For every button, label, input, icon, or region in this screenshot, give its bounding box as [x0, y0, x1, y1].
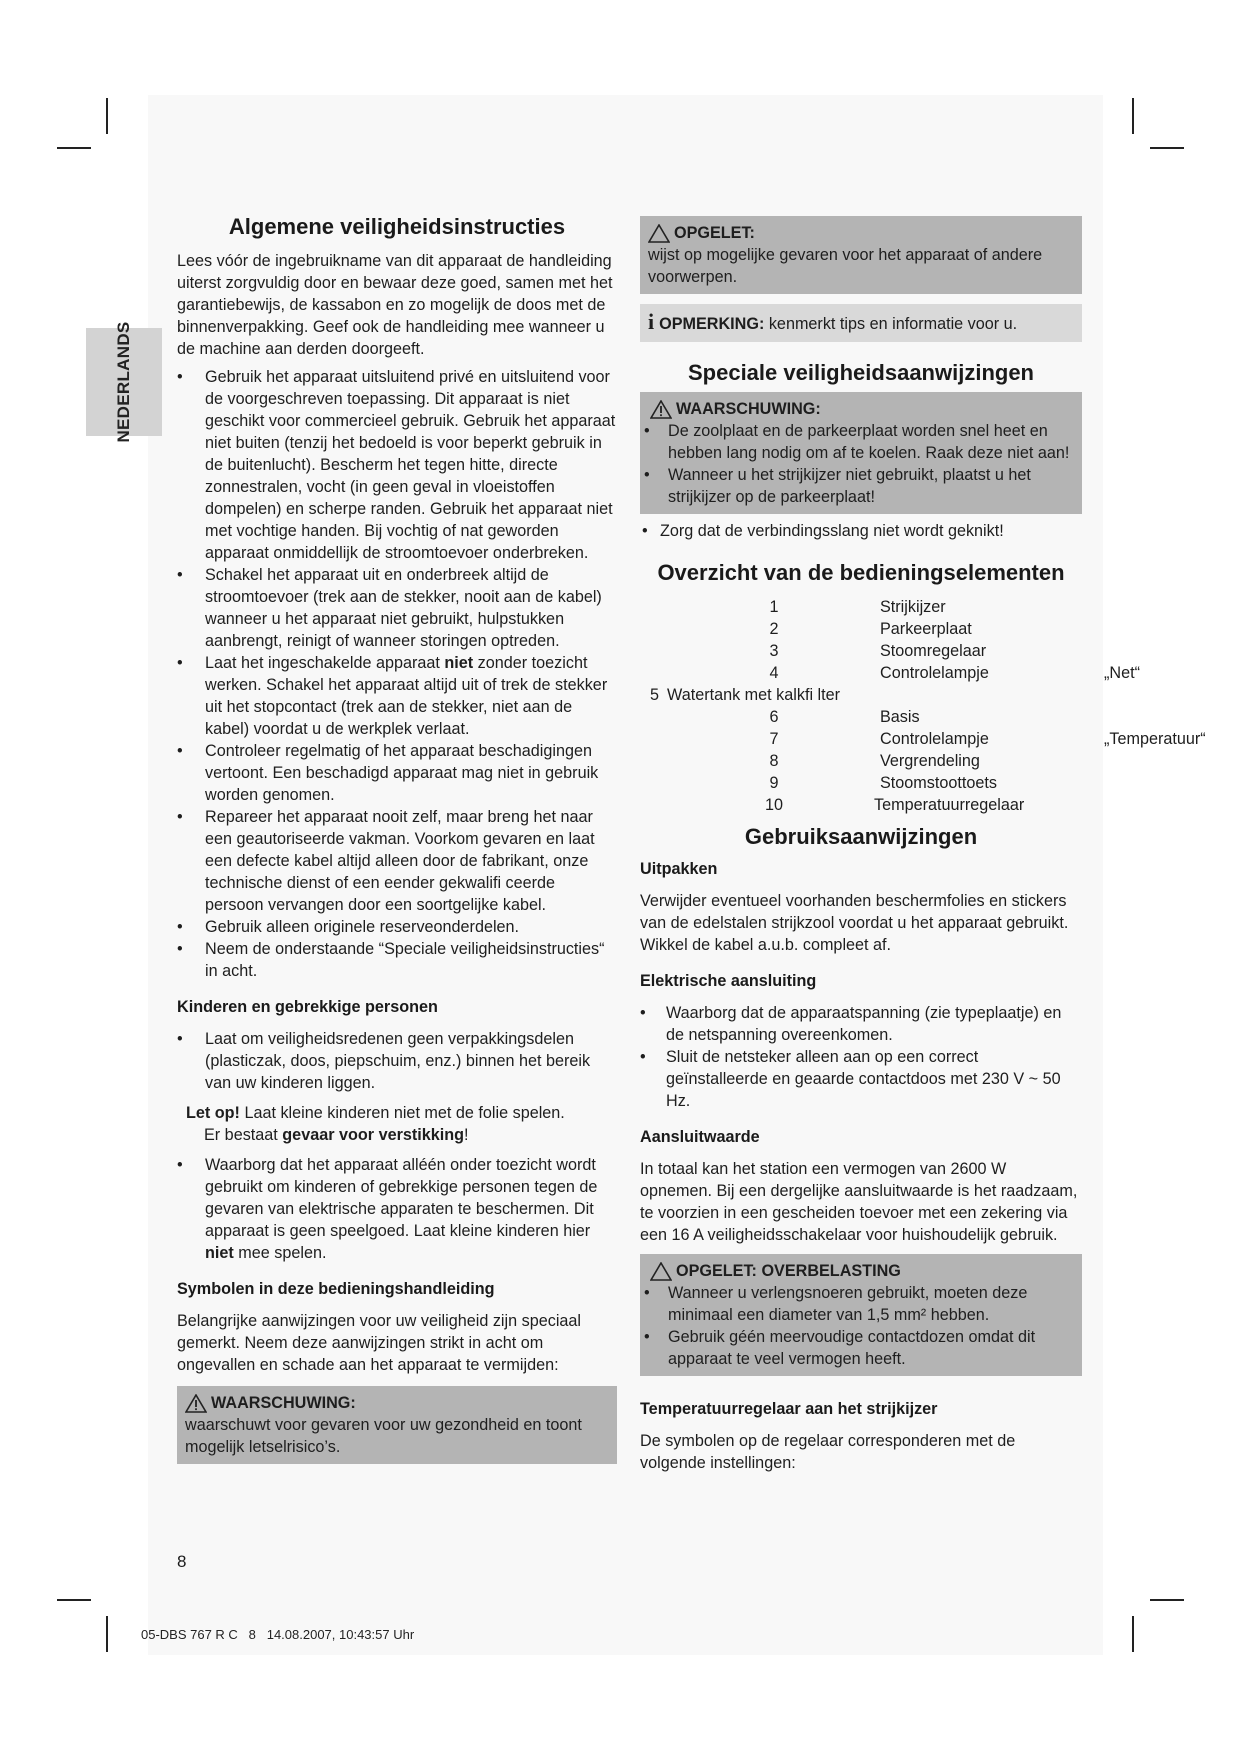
list-item: • Repareer het apparaat nooit zelf, maar breng het naar een geautoriseerde vakman. Voorkom gevaren en laat een defecte kabel altijd alleen door de fabrikant, onze technische dienst of een eender gekwalifi ceerde persoon vervangen door een soortgelijke kabel. [177, 808, 595, 914]
subheading-connection: Aansluitwaarde [640, 1128, 760, 1146]
list-item: • Waarborg dat de apparaatspanning (zie typeplaatje) en de netspanning overeenkomen. [640, 1004, 1062, 1044]
letop-line: Let op! Laat kleine kinderen niet met de folie spelen. [186, 1104, 565, 1122]
crop-mark [1150, 147, 1184, 149]
overview-number: 4 [769, 664, 779, 682]
intro-paragraph: Lees vóór de ingebruikname van dit apparaat de handleiding uiterst zorgvuldig door en bewaar deze goed, samen met het garantiebewijs, de kassabon en zo mogelijk de doos met de binnenverpakking. Geef ook de handleiding mee wanneer u de machine aan derden doorgeeft. [177, 252, 613, 358]
subheading-electric: Elektrische aansluiting [640, 972, 817, 990]
overview-extra: „Temperatuur“ [1104, 730, 1206, 748]
list-item: • Wanneer u het strijkijzer niet gebruikt, plaatst u het strijkijzer op de parkeerplaat! [644, 466, 1031, 506]
crop-mark [106, 98, 108, 134]
list-item: • Gebruik het apparaat uitsluitend privé en uitsluitend voor de voorgeschreven toepassing. Dit apparaat is niet geschikt voor commercieel gebruik. Gebruik het apparaat niet buiten (tenzij het bedoeld is voor beperkt gebruik in de buitenlucht). Bescherm het tegen hitte, directe zonnestralen, vocht (in geen geval in vloeistoffen dompelen) en scherpe randen. Gebruik het apparaat niet met vochtige handen. Bij vochtig of nat geworden apparaat onmiddellijk de stroomtoevoer onderbreken. [177, 368, 616, 562]
note-text: kenmerkt tips en informatie voor u. [764, 315, 1018, 333]
list-item: • Zorg dat de verbindingsslang niet wordt geknikt! [642, 522, 1004, 540]
caution-title: OPGELET: [674, 224, 755, 242]
section-heading-usage: Gebruiksaanwijzingen [744, 824, 978, 849]
overview-number: 1 [769, 598, 779, 616]
language-tab [86, 321, 162, 443]
warning-triangle-icon [650, 400, 672, 419]
overview-number: 9 [769, 774, 779, 792]
section-heading-overview: Overzicht van de bedieningselementen [657, 560, 1065, 585]
overview-label: Stoomstoottoets [880, 774, 997, 792]
note-title: OPMERKING: [659, 315, 765, 333]
connection-paragraph: In totaal kan het station een vermogen van 2600 W opnemen. Bij een dergelijke aansluitwaarde is het raadzaam, te voorzien in een gescheiden toevoer met een zekering via een 16 A veiligheidsschakelaar voor huishoudelijk gebruik. [640, 1160, 1078, 1244]
symbols-paragraph: Belangrijke aanwijzingen voor uw veiligheid zijn speciaal gemerkt. Neem deze aanwijzingen strikt in acht om ongevallen en schade aan het apparaat te vermijden: [177, 1312, 582, 1374]
list-item: • Laat om veiligheidsredenen geen verpakkingsdelen (plasticzak, doos, piepschuim, enz.) binnen het bereik van uw kinderen liggen. [177, 1030, 591, 1092]
overview-label: Strijkijzer [880, 598, 946, 616]
warning-text: waarschuwt voor gevaren voor uw gezondheid en toont mogelijk letselrisico’s. [185, 1416, 582, 1456]
overview-number: 10 [764, 796, 783, 814]
page-number: 8 [177, 1552, 187, 1571]
list-item: • Waarborg dat het apparaat alléén onder toezicht wordt gebruikt om kinderen of gebrekkige personen tegen de gevaren van elektrische apparaten te beschermen. Dit apparaat is geen speelgoed. Laat kleine kinderen hier niet mee spelen. [177, 1156, 598, 1262]
subheading-unpack: Uitpakken [640, 860, 718, 878]
caution-text: wijst op mogelijke gevaren voor het apparaat of andere voorwerpen. [648, 246, 1043, 286]
list-item: • Controleer regelmatig of het apparaat beschadigingen vertoont. Een beschadigd apparaat mag niet in gebruik worden genomen. [177, 742, 599, 804]
special-warning-box [640, 392, 1082, 514]
overview-label: Stoomregelaar [880, 642, 987, 660]
section-heading-special: Speciale veiligheidsaanwijzingen [687, 360, 1034, 385]
section-heading-safety: Algemene veiligheidsinstructies [228, 214, 566, 239]
overview-number: 8 [769, 752, 779, 770]
list-item: • Neem de onderstaande “Speciale veiligheidsinstructies“ in acht. [177, 940, 605, 980]
overview-number: 6 [769, 708, 779, 726]
overview-number: 3 [769, 642, 779, 660]
list-item: • Gebruik alleen originele reserveonderdelen. [177, 918, 520, 936]
overview-number: 2 [769, 620, 779, 638]
special-warning-title: WAARSCHUWING: [676, 400, 821, 418]
info-icon: i [648, 309, 655, 334]
overview-label: Vergrendeling [880, 752, 980, 770]
warning-triangle-icon [185, 1394, 207, 1413]
kids-list [177, 1028, 617, 1094]
temperature-paragraph: De symbolen op de regelaar corresponderen met de volgende instellingen: [640, 1432, 1016, 1472]
print-footer: 05-DBS 767 R C 8 14.08.2007, 10:43:57 Uhr [141, 1627, 415, 1642]
crop-mark [1150, 1599, 1184, 1601]
overview-row-5: 5 Watertank met kalkfi lter [650, 686, 841, 704]
note-box [640, 304, 1082, 342]
crop-mark [1132, 1616, 1134, 1652]
list-item: • Laat het ingeschakelde apparaat niet zonder toezicht werken. Schakel het apparaat altijd uit of trek de stekker uit het stopcontact (trek aan de stekker, niet aan de kabel) voordat u de werkplek verlaat. [177, 654, 608, 738]
letop-line-2: Er bestaat gevaar voor verstikking! [204, 1126, 469, 1144]
crop-mark [57, 1599, 91, 1601]
overview-extra: „Net“ [1104, 664, 1140, 682]
special-list [640, 520, 1082, 542]
left-column [177, 212, 617, 1464]
list-item: • Sluit de netsteker alleen aan op een correct geïnstalleerde en geaarde contactdoos met 230 V ~ 50 Hz. [640, 1048, 1061, 1110]
unpack-paragraph: Verwijder eventueel voorhanden beschermfolies en stickers van de edelstalen strijkzool voordat u het apparaat gebruikt. Wikkel de kabel a.u.b. compleet af. [640, 892, 1069, 954]
overview-label: Controlelampje [880, 664, 989, 682]
overview-label: Basis [880, 708, 920, 726]
list-item: • Gebruik géén meervoudige contactdozen omdat dit apparaat te veel vermogen heeft. [644, 1328, 1036, 1368]
electric-list [640, 1002, 1082, 1112]
overload-box [640, 1254, 1082, 1376]
overview-label: Temperatuurregelaar [874, 796, 1025, 814]
list-item: • Wanneer u verlengsnoeren gebruikt, moeten deze minimaal een diameter van 1,5 mm² hebben. [644, 1284, 1028, 1324]
subheading-symbols: Symbolen in deze bedieningshandleiding [177, 1280, 495, 1298]
warning-box [177, 1386, 617, 1464]
warning-title: WAARSCHUWING: [211, 1394, 356, 1412]
crop-mark [57, 147, 91, 149]
list-item: • De zoolplaat en de parkeerplaat worden snel heet en hebben lang nodig om af te koelen. Raak deze niet aan! [644, 422, 1070, 462]
caution-box [640, 216, 1082, 294]
language-tab-label: NEDERLANDS [114, 321, 133, 443]
caution-triangle-icon [650, 1262, 672, 1281]
subheading-kids: Kinderen en gebrekkige personen [177, 998, 438, 1016]
crop-mark [106, 1616, 108, 1652]
crop-mark [1132, 98, 1134, 134]
overview-number: 7 [769, 730, 779, 748]
overview-label: Controlelampje [880, 730, 989, 748]
list-item: • Schakel het apparaat uit en onderbreek altijd de stroomtoevoer (trek aan de stekker, nooit aan de kabel) wanneer u het apparaat niet gebruikt, hulpstukken aanbrengt, reinigt of wanneer storingen optreden. [177, 566, 602, 650]
right-column [640, 216, 1206, 1474]
overview-label: Parkeerplaat [880, 620, 972, 638]
overview-table [640, 596, 1206, 818]
kids-list-2 [177, 1154, 617, 1264]
safety-list [177, 366, 617, 982]
caution-triangle-icon [648, 224, 670, 243]
overload-title: OPGELET: OVERBELASTING [676, 1262, 901, 1280]
subheading-temperature: Temperatuurregelaar aan het strijkijzer [640, 1400, 938, 1418]
